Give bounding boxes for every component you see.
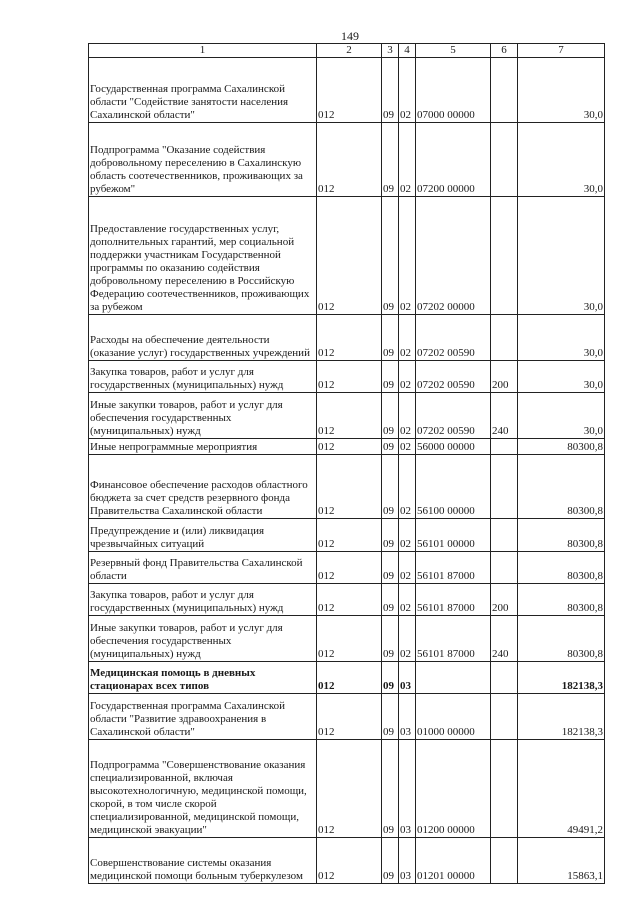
row-name-cell: Предоставление государственных услуг, дополнительных гарантий, мер социальной поддержки участникам Государственной программы по оказанию содействия добровольному переселению в Российскую Федерацию соотечественников, проживающих за рубежом <box>89 197 317 315</box>
row-name-cell: Государственная программа Сахалинской области "Развитие здравоохранения в Сахалинской области" <box>89 694 317 740</box>
column-header: 7 <box>518 44 605 58</box>
column-number-row <box>89 44 605 58</box>
subsection-code-cell: 02 <box>399 439 416 455</box>
row-name-cell: Финансовое обеспечение расходов областного бюджета за счет средств резервного фонда Правительства Сахалинской области <box>89 455 317 519</box>
subsection-code-cell: 02 <box>399 519 416 552</box>
target-article-cell: 07202 00590 <box>416 393 491 439</box>
section-code-cell: 09 <box>382 662 399 694</box>
expense-type-cell <box>491 439 518 455</box>
expense-type-cell <box>491 662 518 694</box>
table-row <box>89 315 605 361</box>
expense-type-cell <box>491 58 518 123</box>
amount-cell: 49491,2 <box>518 740 605 838</box>
amount-cell: 80300,8 <box>518 455 605 519</box>
page-number: 149 <box>341 29 359 43</box>
expense-type-cell <box>491 838 518 884</box>
expense-type-cell: 200 <box>491 584 518 616</box>
amount-cell: 80300,8 <box>518 584 605 616</box>
department-code-cell: 012 <box>317 197 382 315</box>
table-row <box>89 455 605 519</box>
target-article-cell: 56101 87000 <box>416 616 491 662</box>
amount-cell: 80300,8 <box>518 616 605 662</box>
row-name-cell: Совершенствование системы оказания медицинской помощи больным туберкулезом <box>89 838 317 884</box>
row-name-cell: Государственная программа Сахалинской области "Содействие занятости населения Сахалинской области" <box>89 58 317 123</box>
target-article-cell: 56101 87000 <box>416 552 491 584</box>
table-row <box>89 197 605 315</box>
department-code-cell: 012 <box>317 662 382 694</box>
table-row <box>89 616 605 662</box>
section-code-cell: 09 <box>382 439 399 455</box>
row-name-cell: Расходы на обеспечение деятельности (оказание услуг) государственных учреждений <box>89 315 317 361</box>
amount-cell: 15863,1 <box>518 838 605 884</box>
table-row <box>89 123 605 197</box>
department-code-cell: 012 <box>317 519 382 552</box>
table-row <box>89 361 605 393</box>
department-code-cell: 012 <box>317 393 382 439</box>
subsection-code-cell: 02 <box>399 58 416 123</box>
column-header: 5 <box>416 44 491 58</box>
section-code-cell: 09 <box>382 616 399 662</box>
department-code-cell: 012 <box>317 455 382 519</box>
section-code-cell: 09 <box>382 694 399 740</box>
target-article-cell: 01000 00000 <box>416 694 491 740</box>
target-article-cell: 01201 00000 <box>416 838 491 884</box>
section-code-cell: 09 <box>382 123 399 197</box>
section-code-cell: 09 <box>382 584 399 616</box>
column-header: 2 <box>317 44 382 58</box>
department-code-cell: 012 <box>317 552 382 584</box>
amount-cell: 80300,8 <box>518 519 605 552</box>
department-code-cell: 012 <box>317 123 382 197</box>
target-article-cell: 07200 00000 <box>416 123 491 197</box>
table-row <box>89 694 605 740</box>
row-name-cell: Закупка товаров, работ и услуг для государственных (муниципальных) нужд <box>89 584 317 616</box>
amount-cell: 80300,8 <box>518 439 605 455</box>
expense-type-cell: 240 <box>491 393 518 439</box>
table-body <box>89 58 605 884</box>
row-name-cell: Медицинская помощь в дневных стационарах всех типов <box>89 662 317 694</box>
amount-cell: 30,0 <box>518 123 605 197</box>
table-row <box>89 58 605 123</box>
row-name-cell: Предупреждение и (или) ликвидация чрезвычайных ситуаций <box>89 519 317 552</box>
section-code-cell: 09 <box>382 197 399 315</box>
subsection-code-cell: 02 <box>399 552 416 584</box>
target-article-cell: 07202 00590 <box>416 315 491 361</box>
row-name-cell: Иные закупки товаров, работ и услуг для обеспечения государственных (муниципальных) нужд <box>89 393 317 439</box>
department-code-cell: 012 <box>317 584 382 616</box>
expense-type-cell <box>491 519 518 552</box>
section-code-cell: 09 <box>382 393 399 439</box>
expense-type-cell: 240 <box>491 616 518 662</box>
department-code-cell: 012 <box>317 315 382 361</box>
table-row <box>89 519 605 552</box>
row-name-cell: Закупка товаров, работ и услуг для государственных (муниципальных) нужд <box>89 361 317 393</box>
amount-cell: 30,0 <box>518 393 605 439</box>
row-name-cell: Иные непрограммные мероприятия <box>89 439 317 455</box>
row-name-cell: Резервный фонд Правительства Сахалинской области <box>89 552 317 584</box>
subsection-code-cell: 03 <box>399 662 416 694</box>
row-name-cell: Иные закупки товаров, работ и услуг для обеспечения государственных (муниципальных) нужд <box>89 616 317 662</box>
subsection-code-cell: 02 <box>399 393 416 439</box>
section-code-cell: 09 <box>382 455 399 519</box>
amount-cell: 182138,3 <box>518 694 605 740</box>
budget-table <box>88 43 605 884</box>
table-row <box>89 439 605 455</box>
amount-cell: 30,0 <box>518 315 605 361</box>
expense-type-cell <box>491 123 518 197</box>
target-article-cell: 01200 00000 <box>416 740 491 838</box>
section-code-cell: 09 <box>382 519 399 552</box>
amount-cell: 30,0 <box>518 58 605 123</box>
department-code-cell: 012 <box>317 838 382 884</box>
section-code-cell: 09 <box>382 552 399 584</box>
column-header: 3 <box>382 44 399 58</box>
table-row <box>89 740 605 838</box>
subsection-code-cell: 02 <box>399 197 416 315</box>
section-code-cell: 09 <box>382 361 399 393</box>
subsection-code-cell: 02 <box>399 123 416 197</box>
department-code-cell: 012 <box>317 361 382 393</box>
expense-type-cell <box>491 552 518 584</box>
subsection-code-cell: 03 <box>399 838 416 884</box>
row-name-cell: Подпрограмма "Совершенствование оказания специализированной, включая высокотехнологичную, медицинской помощи, скорой, в том числе скорой специализированной, медицинской помощи, медицинской эвакуации" <box>89 740 317 838</box>
target-article-cell: 07202 00000 <box>416 197 491 315</box>
section-code-cell: 09 <box>382 838 399 884</box>
amount-cell: 182138,3 <box>518 662 605 694</box>
table-row <box>89 838 605 884</box>
subsection-code-cell: 02 <box>399 616 416 662</box>
subsection-code-cell: 02 <box>399 584 416 616</box>
target-article-cell: 56101 87000 <box>416 584 491 616</box>
section-code-cell: 09 <box>382 315 399 361</box>
target-article-cell: 56100 00000 <box>416 455 491 519</box>
section-code-cell: 09 <box>382 58 399 123</box>
column-header: 4 <box>399 44 416 58</box>
target-article-cell: 07202 00590 <box>416 361 491 393</box>
subsection-code-cell: 03 <box>399 694 416 740</box>
department-code-cell: 012 <box>317 694 382 740</box>
target-article-cell: 56000 00000 <box>416 439 491 455</box>
expense-type-cell <box>491 740 518 838</box>
department-code-cell: 012 <box>317 740 382 838</box>
target-article-cell: 07000 00000 <box>416 58 491 123</box>
column-header: 1 <box>89 44 317 58</box>
expense-type-cell: 200 <box>491 361 518 393</box>
subsection-code-cell: 02 <box>399 455 416 519</box>
department-code-cell: 012 <box>317 58 382 123</box>
subsection-code-cell: 02 <box>399 361 416 393</box>
column-header: 6 <box>491 44 518 58</box>
amount-cell: 80300,8 <box>518 552 605 584</box>
department-code-cell: 012 <box>317 616 382 662</box>
subsection-code-cell: 03 <box>399 740 416 838</box>
table-row <box>89 393 605 439</box>
amount-cell: 30,0 <box>518 197 605 315</box>
expense-type-cell <box>491 197 518 315</box>
expense-type-cell <box>491 455 518 519</box>
expense-type-cell <box>491 315 518 361</box>
target-article-cell: 56101 00000 <box>416 519 491 552</box>
subsection-code-cell: 02 <box>399 315 416 361</box>
table-row <box>89 662 605 694</box>
department-code-cell: 012 <box>317 439 382 455</box>
table-row <box>89 552 605 584</box>
target-article-cell <box>416 662 491 694</box>
section-code-cell: 09 <box>382 740 399 838</box>
amount-cell: 30,0 <box>518 361 605 393</box>
row-name-cell: Подпрограмма "Оказание содействия добровольному переселению в Сахалинскую область соотечественников, проживающих за рубежом" <box>89 123 317 197</box>
table-row <box>89 584 605 616</box>
expense-type-cell <box>491 694 518 740</box>
